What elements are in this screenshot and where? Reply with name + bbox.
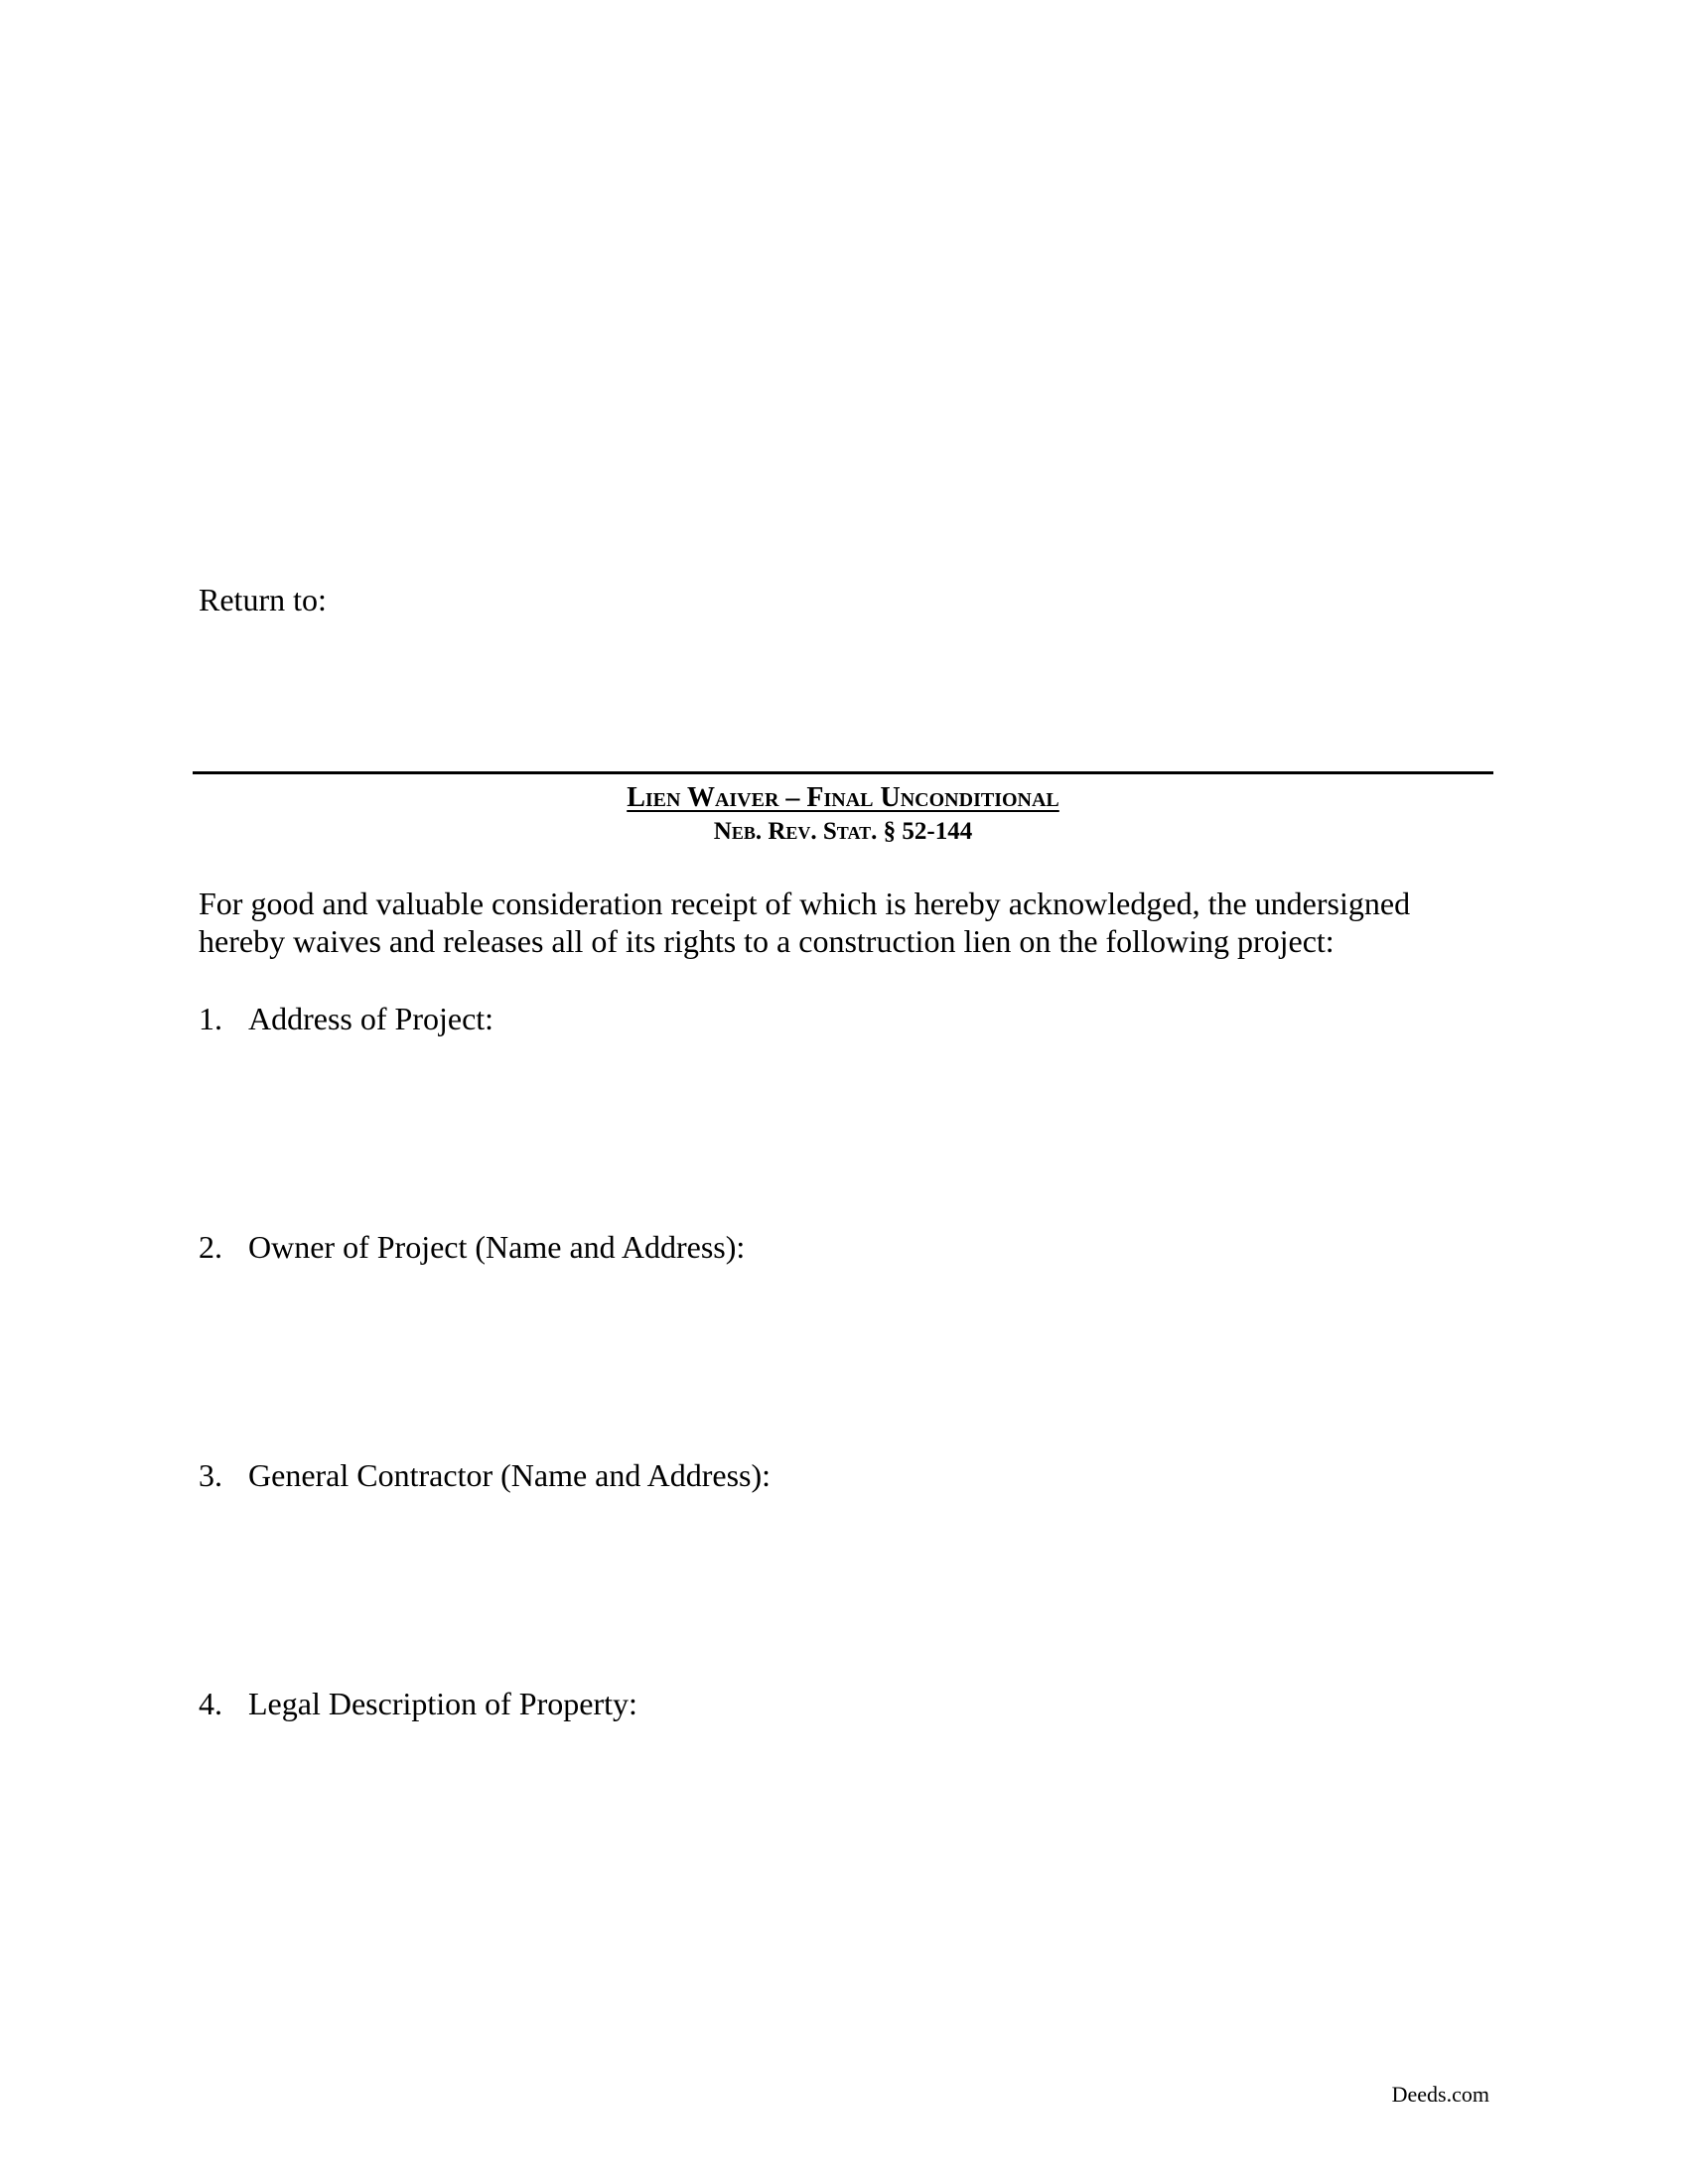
return-to-label: Return to: xyxy=(199,582,327,617)
list-item-label: Address of Project: xyxy=(248,1001,494,1036)
list-item-address-of-project xyxy=(199,999,493,1038)
list-item-legal-description xyxy=(199,1684,637,1723)
list-item-number: 1. xyxy=(199,1001,222,1036)
document-title: Lien Waiver – Final Unconditional xyxy=(627,782,1059,813)
list-item-general-contractor xyxy=(199,1455,771,1495)
title-block xyxy=(193,780,1493,848)
list-item-label: Owner of Project (Name and Address): xyxy=(248,1229,746,1265)
intro-paragraph: For good and valuable consideration receipt of which is hereby acknowledged, the undersigned hereby waives and releases all of its rights to a construction lien on the following project: xyxy=(199,886,1411,959)
statute-reference: Neb. Rev. Stat. § 52-144 xyxy=(713,818,973,845)
list-item-label: General Contractor (Name and Address): xyxy=(248,1457,772,1493)
list-item-owner-of-project xyxy=(199,1227,745,1267)
list-item-number: 4. xyxy=(199,1686,222,1721)
horizontal-rule xyxy=(193,771,1493,774)
footer-brand: Deeds.com xyxy=(1391,2082,1489,2107)
list-item-number: 2. xyxy=(199,1229,222,1265)
list-item-number: 3. xyxy=(199,1457,222,1493)
list-item-label: Legal Description of Property: xyxy=(248,1686,637,1721)
